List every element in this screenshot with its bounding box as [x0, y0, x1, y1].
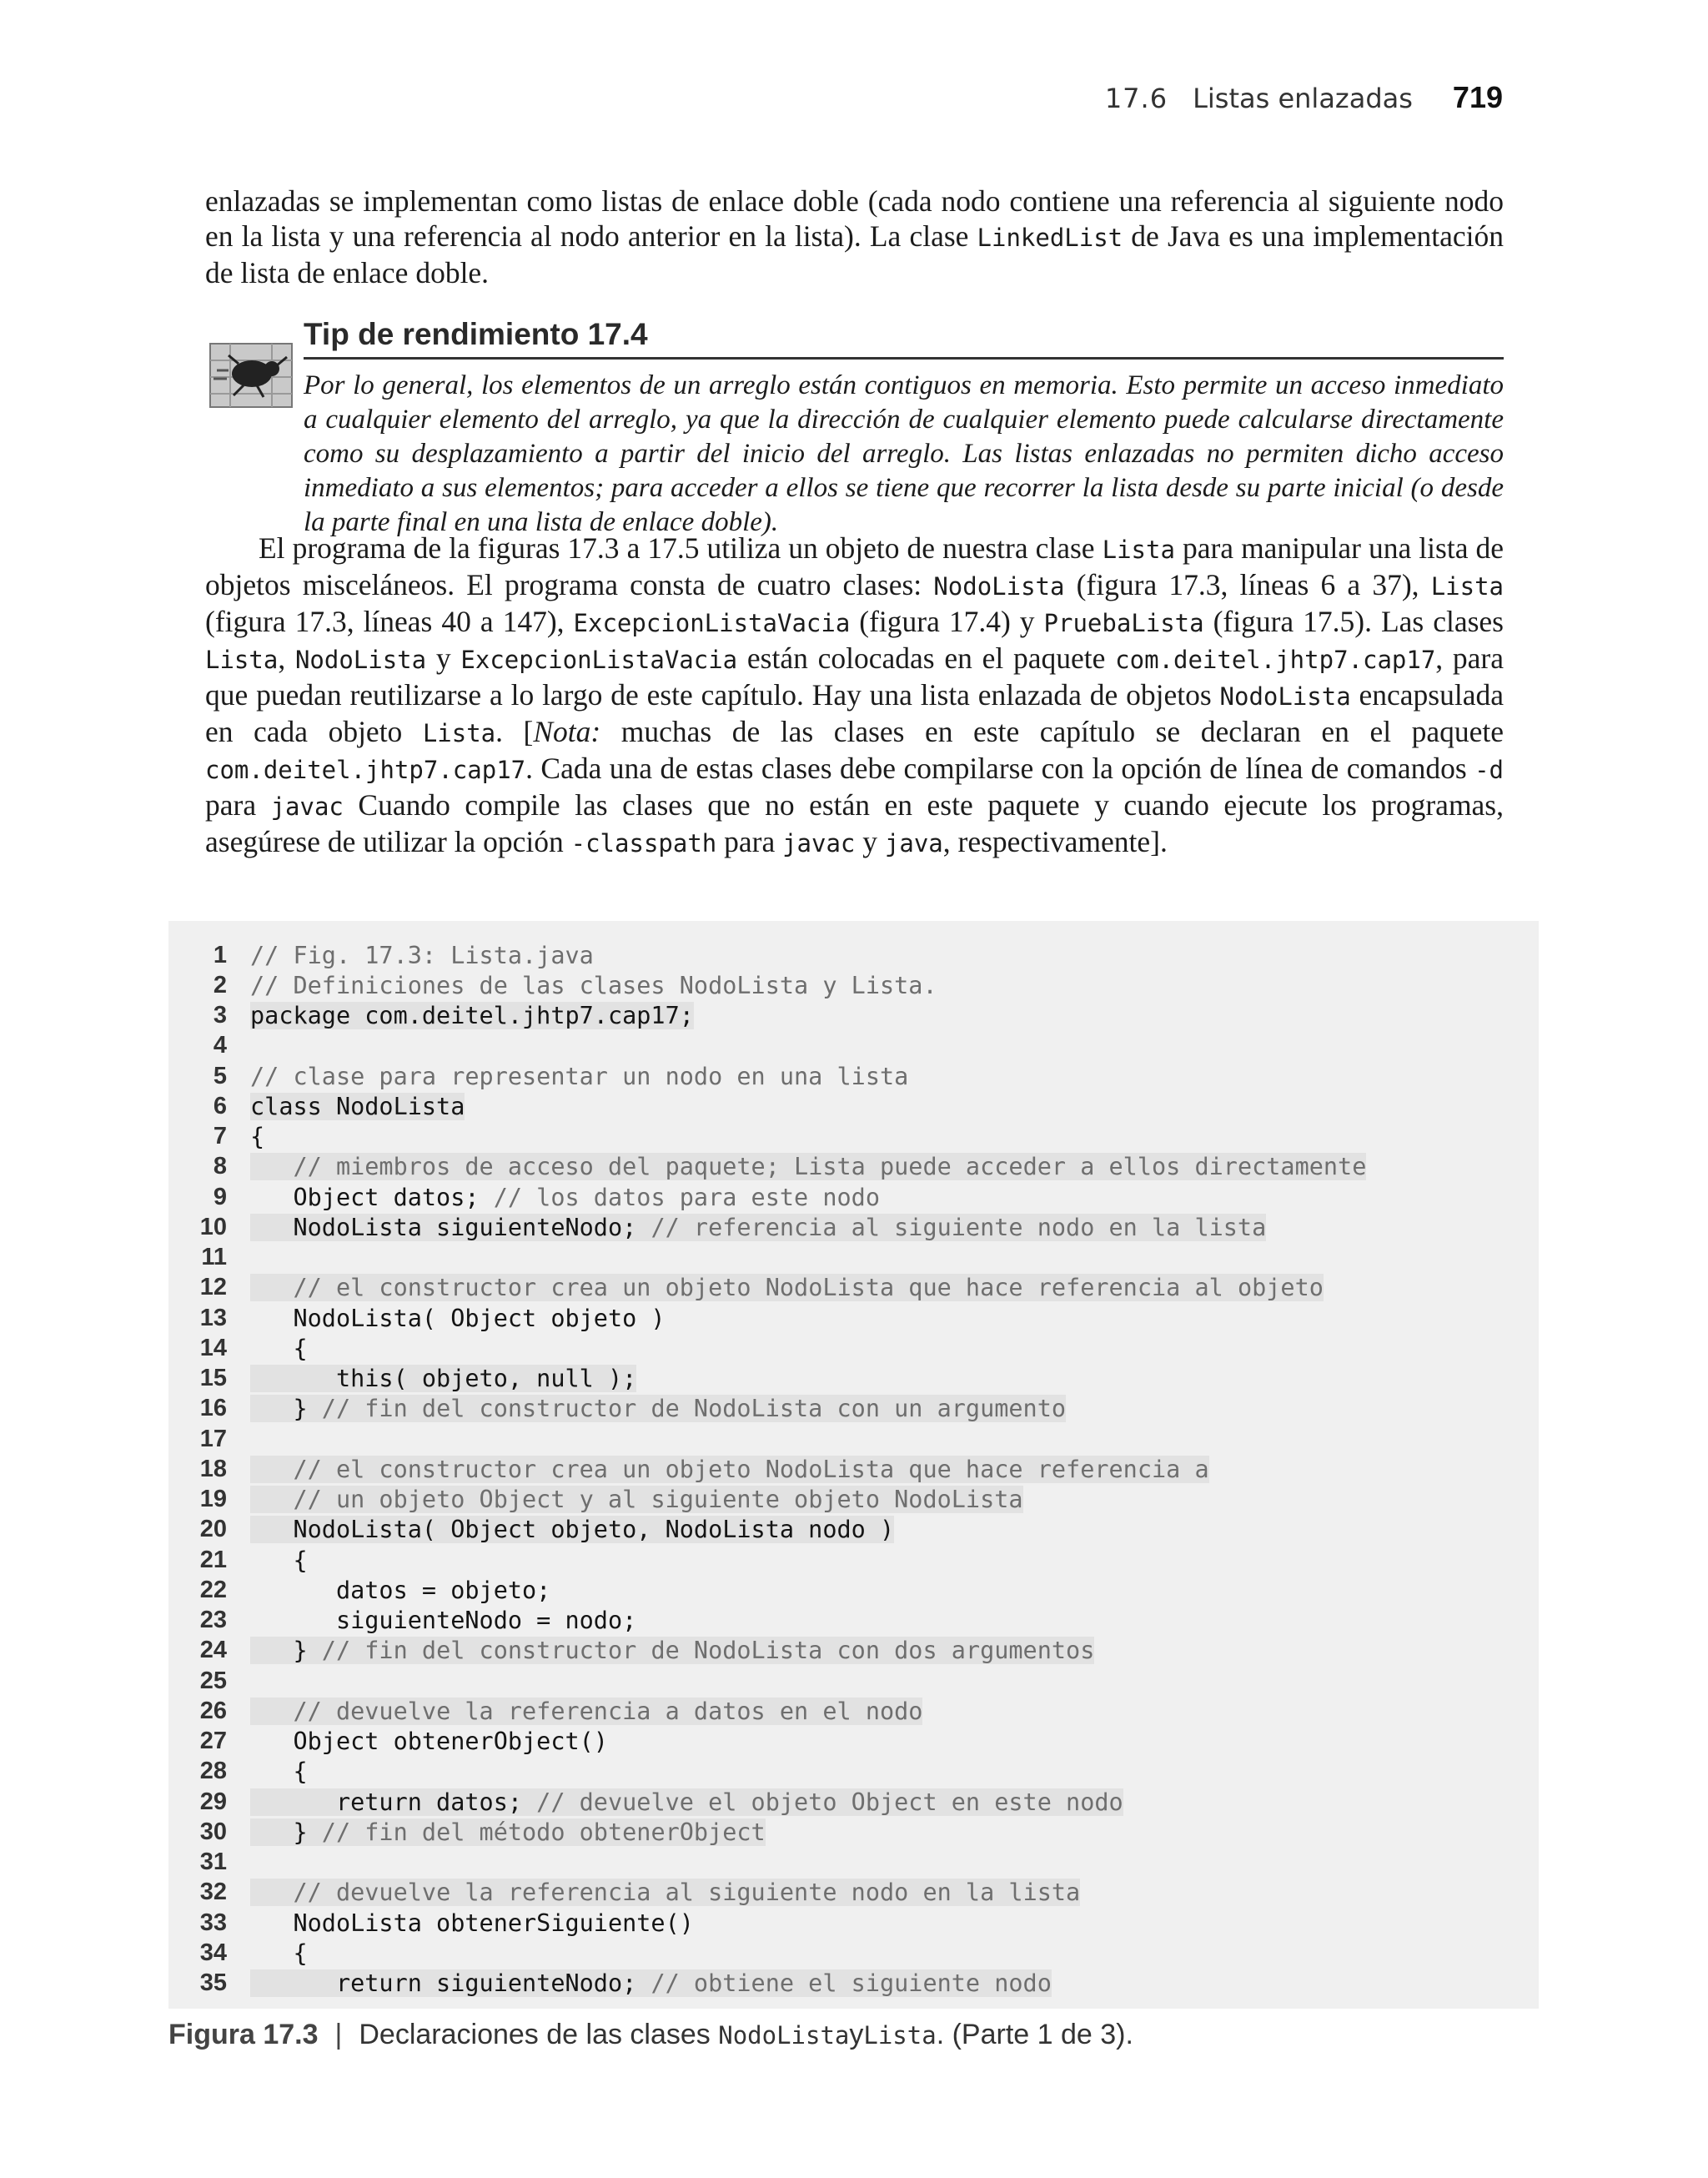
code-text [250, 1456, 1209, 1483]
code-statement [250, 1456, 293, 1483]
code-text [250, 1093, 465, 1120]
code-comment: // referencia al siguiente nodo en la lista [651, 1213, 1267, 1241]
code-comment: // Definiciones de las clases NodoLista y Lista. [250, 971, 937, 999]
line-number: 33 [199, 1909, 227, 1936]
p2-text: y [855, 825, 885, 858]
code-text [250, 1547, 308, 1574]
code-text [250, 942, 594, 969]
caption-text: y [849, 2019, 864, 2050]
p2-text: (figura 17.3, líneas 6 a 37), [1064, 568, 1431, 601]
line-number: 21 [199, 1546, 227, 1573]
code-statement: package com.deitel.jhtp7.cap17; [250, 1002, 694, 1029]
intro-code-1: LinkedList [977, 224, 1123, 252]
code-line [168, 970, 937, 1000]
p2-text: , respectivamente]. [942, 825, 1168, 858]
code-text [250, 1969, 1052, 1997]
code-statement: this( objeto, null ); [250, 1365, 637, 1392]
section-title: Listas enlazadas [1193, 83, 1413, 114]
code-line [168, 1938, 308, 1968]
code-text [250, 1214, 1266, 1241]
line-number: 35 [199, 1969, 227, 1996]
code-line [168, 1515, 894, 1545]
line-number: 13 [199, 1304, 227, 1331]
code-comment: // devuelve el objeto Object en este nodo [536, 1788, 1123, 1816]
line-number: 11 [201, 1244, 227, 1270]
code-statement: { [250, 1939, 308, 1967]
p2-text: para [716, 825, 783, 858]
line-number: 12 [199, 1274, 227, 1301]
code-text [250, 1698, 922, 1725]
code-listing [168, 921, 1539, 2009]
code-comment: // fin del método obtenerObject [321, 1818, 766, 1846]
code-comment: // miembros de acceso del paquete; Lista puede acceder a ellos directamente [293, 1153, 1367, 1181]
line-number: 9 [213, 1183, 227, 1210]
line-number: 23 [199, 1607, 227, 1633]
code-line [168, 1152, 1366, 1182]
code-statement: return datos; [250, 1788, 537, 1816]
code-statement: return siguienteNodo; [250, 1969, 651, 1997]
code-line [168, 1182, 880, 1212]
code-statement [250, 1486, 293, 1513]
p2-code: NodoLista [294, 646, 427, 674]
code-comment: // un objeto Object y al siguiente objeto NodoLista [293, 1486, 1023, 1513]
code-comment: // devuelve la referencia al siguiente nodo en la lista [293, 1879, 1081, 1907]
line-number: 4 [213, 1032, 227, 1059]
code-statement: Object datos; [250, 1183, 494, 1211]
line-number: 28 [199, 1758, 227, 1785]
program-description-paragraph [205, 531, 1504, 861]
p2-code: javac [270, 792, 344, 821]
p2-text: . [ [495, 715, 534, 748]
p2-code: Lista [205, 646, 279, 674]
code-text [250, 1365, 636, 1392]
code-line [168, 1666, 250, 1696]
code-statement [250, 1274, 293, 1301]
code-text [250, 1123, 264, 1150]
code-statement: NodoLista( Object objeto, NodoLista nodo ) [250, 1516, 895, 1544]
code-line [168, 1908, 694, 1938]
code-line [168, 1848, 250, 1878]
p2-text: , [278, 641, 295, 675]
running-head [1105, 80, 1503, 115]
code-text [250, 1607, 636, 1634]
code-statement: datos = objeto; [250, 1576, 551, 1604]
line-number: 2 [213, 971, 227, 998]
code-text [250, 1002, 694, 1029]
p2-code: Lista [1102, 536, 1175, 564]
code-text [250, 1063, 908, 1090]
code-statement [250, 1698, 293, 1725]
p2-text: , para que puedan reutilizarse a lo largo de este capítulo. Hay una lista enlazada de objetos [205, 641, 1505, 712]
caption-separator: | [334, 2019, 343, 2050]
line-number: 30 [199, 1818, 227, 1845]
code-statement: { [250, 1546, 308, 1574]
code-line [168, 1001, 694, 1031]
line-number: 18 [199, 1455, 227, 1482]
figure-caption [168, 2019, 1133, 2051]
code-statement: NodoLista( Object objeto ) [250, 1304, 666, 1332]
code-line [168, 1424, 250, 1454]
p2-code: Lista [422, 719, 496, 747]
code-statement: { [250, 1123, 265, 1150]
code-line [168, 1031, 250, 1061]
code-line [168, 1878, 1080, 1908]
line-number: 16 [199, 1395, 227, 1422]
code-statement: NodoLista siguienteNodo; [250, 1213, 651, 1241]
code-text [250, 1274, 1324, 1301]
caption-text: Declaraciones de las clases [359, 2019, 711, 2050]
p2-code: com.deitel.jhtp7.cap17 [1115, 646, 1436, 674]
line-number: 1 [213, 941, 227, 968]
code-comment: // fin del constructor de NodoLista con un argumento [321, 1395, 1067, 1423]
p2-code: NodoLista [1219, 682, 1351, 711]
line-number: 3 [213, 1002, 227, 1029]
line-number: 29 [199, 1788, 227, 1815]
code-line [168, 1061, 908, 1091]
code-statement: class NodoLista [250, 1092, 465, 1120]
code-text [250, 1728, 608, 1755]
tip-title: Tip de rendimiento 17.4 [304, 317, 1504, 360]
code-text [250, 1637, 1094, 1664]
code-statement: } [250, 1818, 322, 1846]
code-comment: // devuelve la referencia a datos en el nodo [293, 1697, 923, 1725]
code-line [168, 1696, 922, 1726]
code-statement: { [250, 1758, 308, 1786]
code-comment: // clase para representar un nodo en una lista [250, 1062, 909, 1090]
code-statement: siguienteNodo = nodo; [250, 1607, 637, 1634]
code-statement [250, 1879, 293, 1906]
code-line [168, 1212, 1266, 1242]
caption-code: NodoLista [718, 2021, 850, 2050]
line-number: 24 [199, 1637, 227, 1664]
code-comment: // Fig. 17.3: Lista.java [250, 941, 594, 969]
code-line [168, 1575, 550, 1605]
line-number: 5 [213, 1062, 227, 1089]
code-text [250, 1939, 308, 1967]
line-number: 6 [213, 1092, 227, 1119]
code-comment: // el constructor crea un objeto NodoLista que hace referencia al objeto [293, 1274, 1324, 1302]
code-text [250, 972, 937, 999]
code-line [168, 1454, 1209, 1484]
intro-text-1: enlazadas se implementan como listas de enlace doble (cada nodo contiene una referencia al siguiente nodo en la lista y una referencia al nodo anterior en la lista). La clase [205, 184, 1504, 253]
code-line [168, 1485, 1023, 1515]
code-text [250, 1788, 1123, 1816]
code-text [250, 1486, 1023, 1513]
p2-code: Lista [1430, 572, 1504, 601]
code-text [250, 1758, 308, 1785]
line-number: 7 [213, 1123, 227, 1149]
line-number: 14 [199, 1334, 227, 1361]
code-line [168, 1969, 1052, 1999]
code-statement: Object obtenerObject() [250, 1728, 608, 1755]
figure-label: Figura 17.3 [168, 2019, 319, 2050]
code-line [168, 1817, 766, 1847]
code-line [168, 1273, 1324, 1303]
line-number: 20 [199, 1516, 227, 1543]
code-line [168, 1606, 636, 1636]
code-text [250, 1153, 1366, 1180]
p2-text: (figura 17.3, líneas 40 a 147), [205, 605, 574, 638]
p2-text: para [205, 788, 271, 822]
p2-text: encapsulada en cada objeto [205, 678, 1504, 748]
code-line [168, 1364, 636, 1394]
code-line [168, 1122, 264, 1152]
p2-code: -d [1474, 756, 1504, 784]
p2-text: muchas de las clases en este capítulo se declaran en el paquete [600, 715, 1504, 748]
p2-text: (figura 17.5). Las clases [1203, 605, 1504, 638]
caption-code: Lista [863, 2021, 937, 2050]
line-number: 27 [199, 1728, 227, 1754]
line-number: 34 [199, 1939, 227, 1966]
p2-text: (figura 17.4) y [850, 605, 1044, 638]
p2-text: y [426, 641, 461, 675]
caption-text: . (Parte 1 de 3). [936, 2019, 1133, 2050]
line-number: 25 [199, 1667, 227, 1694]
line-number: 15 [199, 1365, 227, 1391]
code-text [250, 1305, 666, 1332]
p2-code: javac [782, 829, 856, 858]
code-line [168, 1091, 465, 1121]
p2-code: com.deitel.jhtp7.cap17 [205, 756, 526, 784]
line-number: 17 [199, 1425, 227, 1452]
code-line [168, 1727, 608, 1757]
code-statement: } [250, 1395, 322, 1423]
line-number: 22 [199, 1576, 227, 1603]
code-line [168, 1787, 1123, 1817]
code-text [250, 1335, 308, 1362]
code-text [250, 1395, 1066, 1422]
note-label: Nota: [533, 715, 601, 748]
p2-code: ExcepcionListaVacia [460, 646, 738, 674]
code-line [168, 1757, 308, 1787]
code-text [250, 1818, 766, 1846]
p2-code: NodoLista [933, 572, 1065, 601]
code-text [250, 1516, 894, 1543]
p2-code: PruebaLista [1043, 609, 1204, 637]
line-number: 26 [199, 1697, 227, 1724]
code-text [250, 1909, 694, 1937]
code-line [168, 1303, 666, 1333]
code-line [168, 940, 594, 970]
p2-text: Cuando compile las clases que no están en este paquete y cuando ejecute los programas, asegúrese de utilizar la opción [205, 788, 1505, 858]
p2-code: java [884, 829, 943, 858]
line-number: 32 [199, 1879, 227, 1906]
tip-body: Por lo general, los elementos de un arreglo están contiguos en memoria. Esto permite un acceso inmediato a cualquier elemento del arreglo, ya que la dirección de cualquier elemento puede calcularse directamente como su desplazamiento a partir del inicio del arreglo. Las listas enlazadas no permiten dicho acceso inmediato a sus elementos; para acceder a ellos se tiene que recorrer la lista desde su parte inicial (o desde la parte final en una lista de enlace doble). [304, 370, 1504, 537]
page-number: 719 [1452, 80, 1503, 114]
code-line [168, 1333, 308, 1363]
code-comment: // obtiene el siguiente nodo [651, 1969, 1052, 1997]
p2-text: El programa de la figuras 17.3 a 17.5 utiliza un objeto de nuestra clase [259, 531, 1103, 565]
p2-text: están colocadas en el paquete [737, 641, 1116, 675]
performance-tip-icon [205, 335, 297, 412]
code-statement [250, 1153, 293, 1180]
p2-code: ExcepcionListaVacia [573, 609, 851, 637]
p2-text: para manipular una lista de objetos misceláneos. El programa consta de cuatro clases: [205, 531, 1504, 601]
code-statement: } [250, 1637, 322, 1665]
line-number: 10 [199, 1213, 227, 1240]
p2-code: -classpath [570, 829, 717, 858]
code-line [168, 1545, 308, 1575]
section-number: 17.6 [1104, 83, 1168, 114]
code-line [168, 1243, 250, 1273]
code-statement: { [250, 1334, 308, 1362]
code-text [250, 1577, 550, 1604]
code-line [168, 1636, 1094, 1666]
code-text [250, 1879, 1080, 1906]
line-number: 19 [199, 1486, 227, 1512]
intro-paragraph [205, 184, 1504, 290]
code-statement: NodoLista obtenerSiguiente() [250, 1909, 694, 1937]
p2-text: . Cada una de estas clases debe compilarse con la opción de línea de comandos [525, 752, 1475, 785]
code-comment: // los datos para este nodo [493, 1183, 880, 1211]
code-text [250, 1184, 880, 1211]
intro-text-2: de Java es una implementación de lista de enlace doble. [205, 219, 1504, 289]
line-number: 31 [199, 1849, 227, 1875]
code-line [168, 1394, 1066, 1424]
code-comment: // fin del constructor de NodoLista con dos argumentos [321, 1637, 1095, 1665]
code-comment: // el constructor crea un objeto NodoLista que hace referencia a [293, 1455, 1209, 1483]
line-number: 8 [213, 1153, 227, 1180]
